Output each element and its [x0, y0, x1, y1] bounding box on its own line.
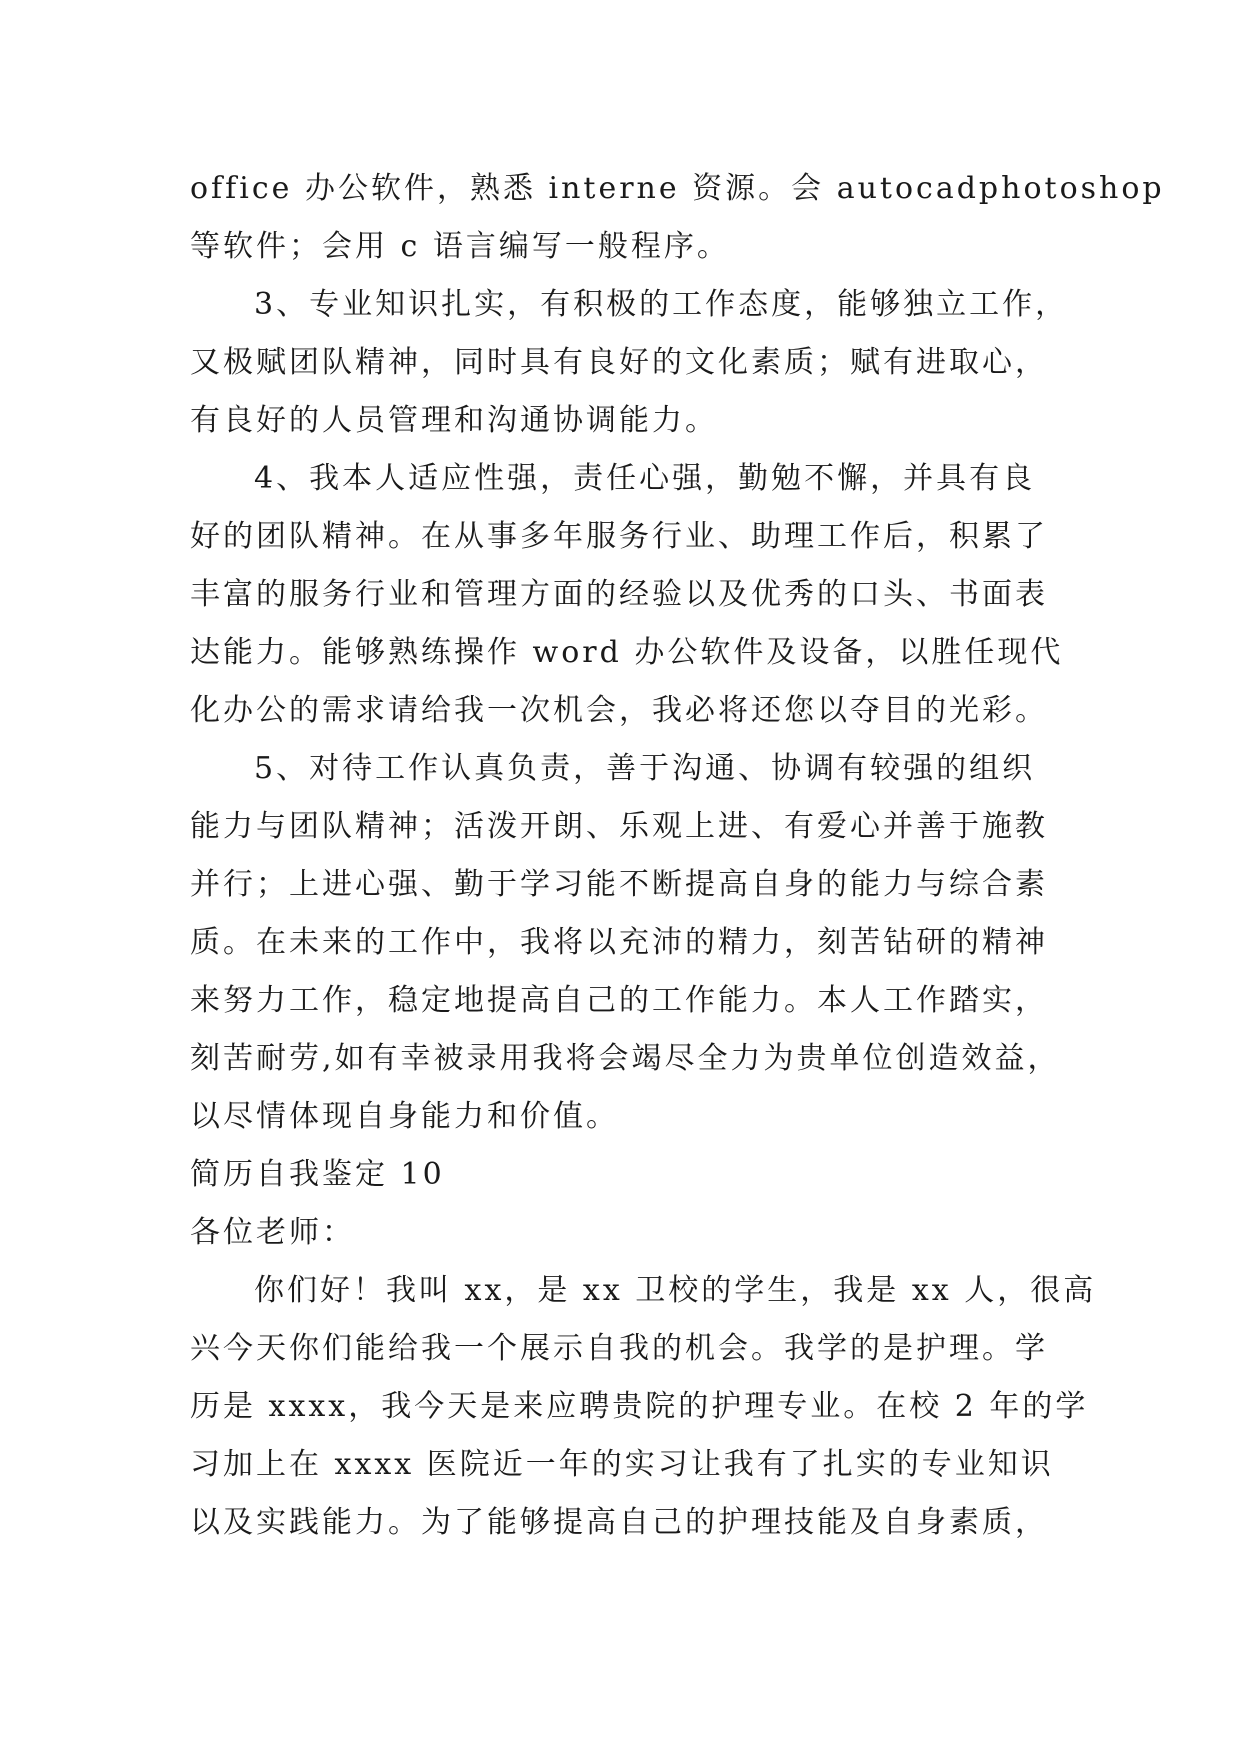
text-line: 丰富的服务行业和管理方面的经验以及优秀的口头、书面表	[190, 577, 1048, 612]
text-line: 历是 xxxx，我今天是来应聘贵院的护理专业。在校 2 年的学	[190, 1389, 1089, 1424]
text-line: 并行；上进心强、勤于学习能不断提高自身的能力与综合素	[190, 867, 1048, 902]
paragraph-item-4	[190, 450, 1070, 740]
text-line: 以及实践能力。为了能够提高自己的护理技能及自身素质，	[190, 1505, 1048, 1540]
text-line: 达能力。能够熟练操作 word 办公软件及设备，以胜任现代	[190, 635, 1064, 670]
text-line: 4、我本人适应性强，责任心强，勤勉不懈，并具有良	[254, 461, 1036, 496]
text-line: 习加上在 xxxx 医院近一年的实习让我有了扎实的专业知识	[190, 1447, 1054, 1482]
text-line: 质。在未来的工作中，我将以充沛的精力，刻苦钻研的精神	[190, 925, 1048, 960]
text-line: 刻苦耐劳,如有幸被录用我将会竭尽全力为贵单位创造效益，	[190, 1041, 1061, 1076]
document-body	[190, 160, 1165, 1552]
text-line: 以尽情体现自身能力和价值。	[190, 1099, 619, 1134]
text-line: 有良好的人员管理和沟通协调能力。	[190, 403, 718, 438]
text-line: 好的团队精神。在从事多年服务行业、助理工作后，积累了	[190, 519, 1048, 554]
text-line: 3、专业知识扎实，有积极的工作态度，能够独立工作，	[254, 287, 1069, 322]
text-line: 兴今天你们能给我一个展示自我的机会。我学的是护理。学	[190, 1331, 1048, 1366]
text-line: 又极赋团队精神，同时具有良好的文化素质；赋有进取心，	[190, 345, 1048, 380]
text-line: 能力与团队精神；活泼开朗、乐观上进、有爱心并善于施教	[190, 809, 1048, 844]
text-line: office 办公软件，熟悉 interne 资源。会 autocadphotoshop	[190, 171, 1165, 206]
paragraph-introduction	[190, 1262, 1097, 1552]
paragraph-item-3	[190, 276, 1070, 450]
paragraph-item-5	[190, 740, 1070, 1146]
text-line: 化办公的需求请给我一次机会，我必将还您以夺目的光彩。	[190, 693, 1048, 728]
text-line: 等软件；会用 c 语言编写一般程序。	[190, 229, 730, 264]
paragraph-software-skills	[190, 160, 1165, 276]
section-heading	[190, 1146, 1070, 1204]
salutation-text: 各位老师：	[190, 1215, 355, 1250]
salutation	[190, 1204, 1070, 1262]
text-line: 5、对待工作认真负责，善于沟通、协调有较强的组织	[254, 751, 1036, 786]
text-line: 来努力工作，稳定地提高自己的工作能力。本人工作踏实，	[190, 983, 1048, 1018]
section-title: 简历自我鉴定 10	[190, 1157, 445, 1192]
text-line: 你们好！我叫 xx，是 xx 卫校的学生，我是 xx 人，很高	[254, 1273, 1097, 1308]
